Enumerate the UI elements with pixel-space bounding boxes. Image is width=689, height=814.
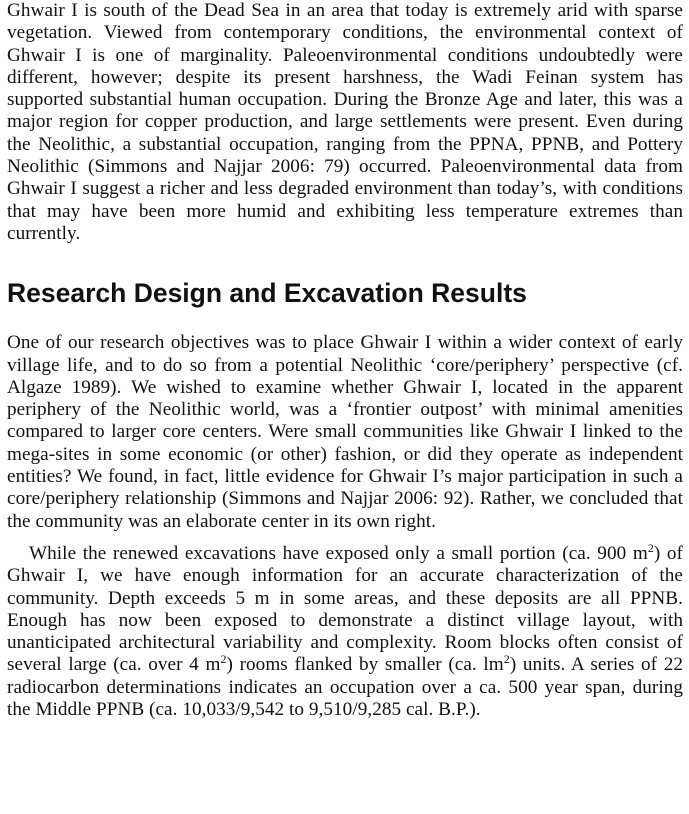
paragraph-environment: Ghwair I is south of the Dead Sea in an area that today is extremely arid with sparse vegetation. Viewed from contemporary conditions, the environmental context of Ghwair I is one of marginality. Paleoenvironmental conditions undoubtedly were different, however; despite its present harshness, the Wadi Feinan system has supported substantial human occupation. During the Bronze Age and later, this was a major region for copper production, and large settlements were present. Even during the Neolithic, a substantial occupation, ranging from the PPNA, PPNB, and Pottery Neolithic (Simmons and Najjar 2006: 79) occurred. Paleoenvironmental data from Ghwair I suggest a richer and less degraded environment than today’s, with conditions that may have been more humid and exhibiting less temperature extremes than currently. [7, 0, 683, 244]
paragraph-research-objectives: One of our research objectives was to place Ghwair I within a wider context of early village life, and to do so from a potential Neolithic ‘core/periphery’ perspective (cf. Algaze 1989). We wished to examine whether Ghwair I, located in the apparent periphery of the Neolithic world, was a ‘frontier outpost’ with minimal amenities compared to larger core centers. Were small communities like Ghwair I linked to the mega-sites in some economic (or other) fashion, or did they operate as independent entities? We found, in fact, little evidence for Ghwair I’s major participation in such a core/periphery relationship (Simmons and Najjar 2006: 92). Rather, we concluded that the community was an elaborate center in its own right. [7, 332, 683, 532]
section-heading: Research Design and Excavation Results [7, 278, 527, 309]
paragraph-text-segment: ) of Ghwair I, we have enough information for an accurate characterization of the community. Depth exceeds 5 m in some areas, and these deposits are all PPNB. Enough has now been exposed to demonstrate a distinct village layout, with unanticipated architectural variability and complexity. Room blocks often consist of several large (ca. over 4 m [7, 542, 683, 676]
paragraph-excavation-results [7, 540, 684, 721]
superscript: 2 [220, 652, 227, 667]
paragraph-text-segment: ) rooms flanked by smaller (ca. lm [226, 654, 504, 676]
superscript: 2 [647, 540, 654, 555]
paragraph-text-segment: ) units. A series of 22 radiocarbon determinations indicates an occupation over a ca. 500 year span, during the Middle PPNB (ca. 10,033/9,542 to 9,510/9,285 cal. B.P.). [7, 654, 684, 721]
superscript: 2 [503, 652, 510, 667]
paragraph-text-segment: While the renewed excavations have exposed only a small portion (ca. 900 m [29, 542, 648, 564]
document-page [7, 0, 683, 721]
